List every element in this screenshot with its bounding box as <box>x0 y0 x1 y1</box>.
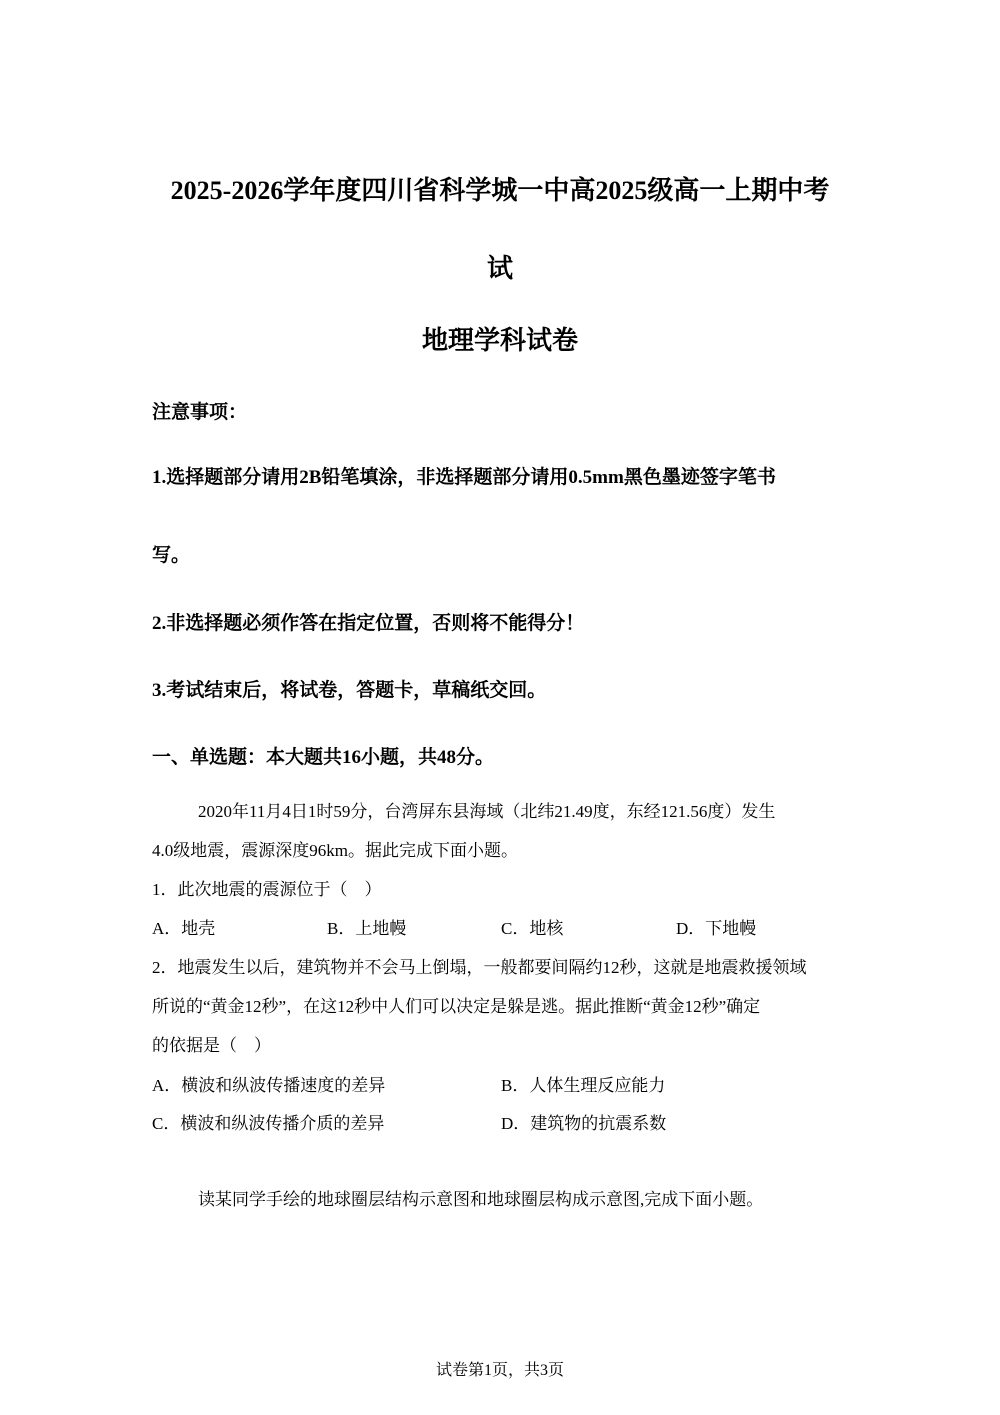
question-1-option-c: C．地核 <box>501 919 564 938</box>
notice-item-2: 2.非选择题必须作答在指定位置，否则将不能得分！ <box>152 613 585 634</box>
question-2-stem-line3: 的依据是（ ） <box>152 1036 271 1055</box>
question-1-option-a: A．地壳 <box>152 919 216 938</box>
notice-item-1-line1: 1.选择题部分请用2B铅笔填涂，非选择题部分请用0.5mm黑色墨迹签字笔书 <box>152 467 776 488</box>
exam-subtitle: 地理学科试卷 <box>421 326 578 355</box>
question-2-option-c: C．横波和纵波传播介质的差异 <box>152 1114 385 1133</box>
question-2-stem-line1: 2．地震发生以后，建筑物并不会马上倒塌，一般都要间隔约12秒，这就是地震救援领域 <box>152 958 807 977</box>
passage-2: 读某同学手绘的地球圈层结构示意图和地球圈层构成示意图,完成下面小题。 <box>198 1190 764 1209</box>
section-heading: 一、单选题：本大题共16小题，共48分。 <box>152 747 495 768</box>
notice-item-3: 3.考试结束后，将试卷，答题卡，草稿纸交回。 <box>152 680 547 701</box>
notice-heading: 注意事项： <box>152 402 248 423</box>
question-2-option-d: D．建筑物的抗震系数 <box>501 1114 667 1133</box>
question-2-option-a: A．横波和纵波传播速度的差异 <box>152 1076 386 1095</box>
exam-title-line1: 2025-2026学年度四川省科学城一中高2025级高一上期中考 <box>170 176 830 205</box>
exam-title-line2: 试 <box>486 254 513 283</box>
question-2-option-b: B．人体生理反应能力 <box>501 1076 666 1095</box>
passage-1-line1: 2020年11月4日1时59分，台湾屏东县海域（北纬21.49度，东经121.56度）发生 <box>198 802 776 821</box>
question-2-stem-line2: 所说的“黄金12秒”，在这12秒中人们可以决定是躲是逃。据此推断“黄金12秒”确定 <box>152 997 761 1016</box>
page-footer: 试卷第1页，共3页 <box>435 1362 564 1379</box>
passage-1-line2: 4.0级地震，震源深度96km。据此完成下面小题。 <box>152 841 518 860</box>
question-1-option-b: B．上地幔 <box>327 919 407 938</box>
question-1-stem: 1．此次地震的震源位于（ ） <box>152 880 382 899</box>
question-1-option-d: D．下地幔 <box>676 919 757 938</box>
notice-item-1-line2: 写。 <box>152 545 191 566</box>
